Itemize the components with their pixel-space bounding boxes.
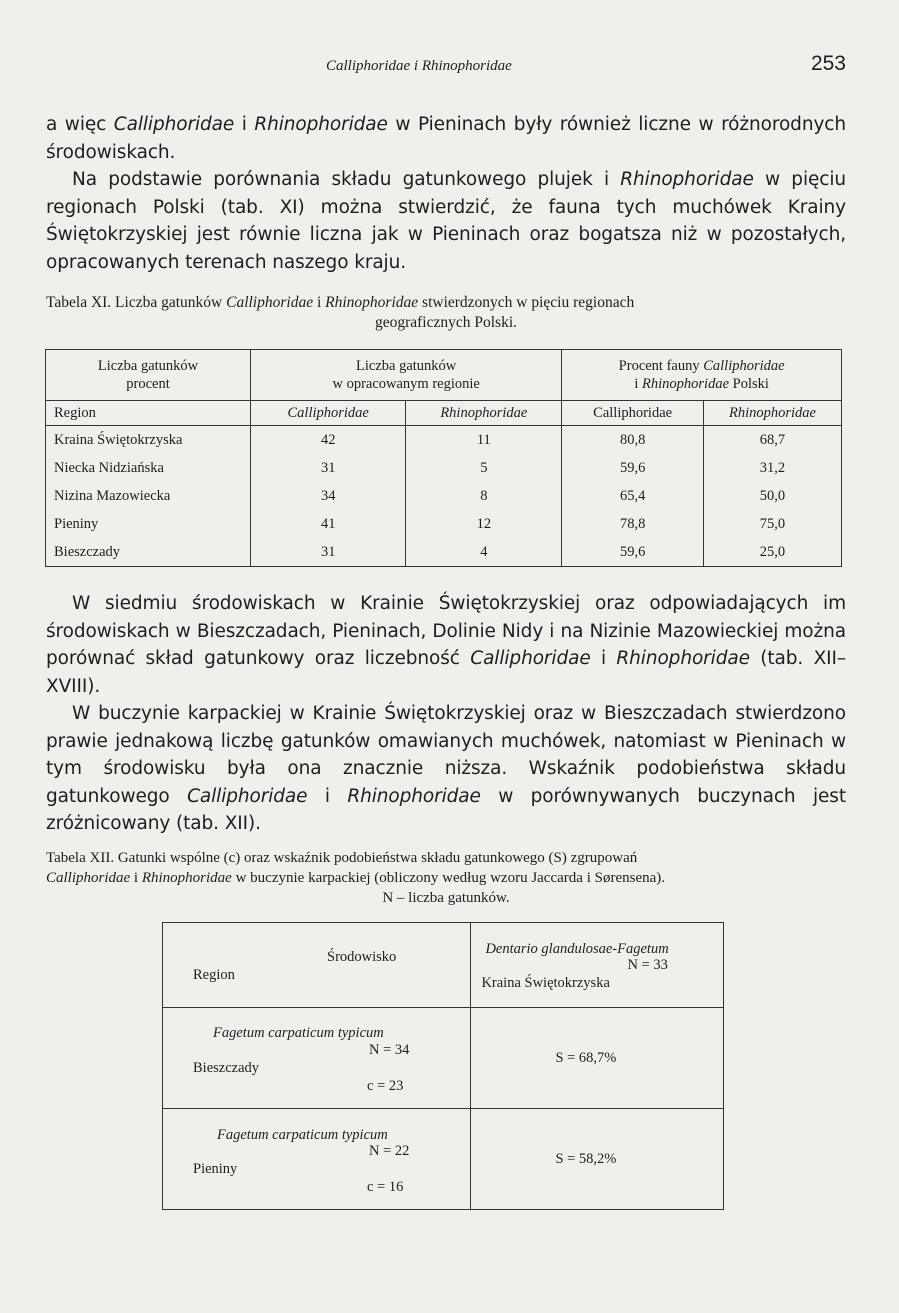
table-xi-caption: Tabela XI. Liczba gatunków Calliphoridae i Rhinophoridae stwierdzonych w pięciu regionach geograficznych Polski.	[46, 294, 635, 331]
cell: 78,8	[562, 510, 704, 538]
cell-region	[163, 1109, 471, 1210]
table-xii-caption: Tabela XII. Gatunki wspólne (c) oraz wskaźnik podobieństwa składu gatunkowego (S) zgrupowań Calliphoridae i Rhinophoridae w buczynie karpackiej (obliczony według wzoru Jaccarda i Sørensena). N – liczba gatunków.	[46, 850, 665, 906]
table-xi	[45, 349, 842, 567]
table-header-row	[46, 350, 842, 401]
paragraph: Na podstawie porównania składu gatunkowego plujek i Rhinophoridae w pięciu regionach Polski (tab. XI) można stwierdzić, że fauna tych muchówek Krainy Świętokrzyskiej jest równie liczna jak w Pieninach oraz bogatsza niż w pozostałych, opracowanych terenach naszego kraju.	[46, 169, 846, 273]
cell: 41	[251, 510, 406, 538]
table-row	[46, 510, 842, 538]
header-forest: Dentario glandulosae-Fagetum	[485, 941, 669, 957]
header-col: Calliphoridae	[251, 401, 406, 426]
paragraph: a więc Calliphoridae i Rhinophoridae w Pieninach były również liczne w różnorodnych środowiskach.	[46, 114, 846, 163]
table-row	[46, 426, 842, 455]
cell: 4	[406, 538, 562, 567]
table-subheader-row	[46, 401, 842, 426]
cell-forest: Fagetum carpaticum typicum	[213, 1025, 384, 1041]
cell: 80,8	[562, 426, 704, 455]
cell-s-value: S = 58,2%	[555, 1151, 617, 1167]
cell-region: Nizina Mazowiecka	[46, 482, 251, 510]
cell: 50,0	[703, 482, 841, 510]
cell: 25,0	[703, 538, 841, 567]
running-title: Calliphoridae i Rhinophoridae	[326, 58, 512, 74]
table-xii	[162, 922, 724, 1210]
table-header-row	[163, 923, 724, 1008]
cell: 5	[406, 454, 562, 482]
header-col: Rhinophoridae	[406, 401, 562, 426]
body-paragraphs	[46, 590, 846, 838]
cell-c: c = 23	[367, 1078, 404, 1094]
cell: 68,7	[703, 426, 841, 455]
running-head	[46, 52, 846, 76]
cell-n: N = 22	[369, 1143, 410, 1159]
cell-region: Bieszczady	[46, 538, 251, 567]
cell-region: Niecka Nidziańska	[46, 454, 251, 482]
cell-s-value: S = 68,7%	[555, 1050, 617, 1066]
cell: 12	[406, 510, 562, 538]
table-row	[46, 454, 842, 482]
cell: 11	[406, 426, 562, 455]
table-row	[46, 538, 842, 567]
table-row	[46, 482, 842, 510]
cell-region: Pieniny	[46, 510, 251, 538]
cell: 75,0	[703, 510, 841, 538]
cell-s	[471, 1008, 724, 1109]
cell: 34	[251, 482, 406, 510]
cell-c: c = 16	[367, 1179, 404, 1195]
cell: 42	[251, 426, 406, 455]
header-corner: Liczba gatunków procent	[46, 350, 251, 401]
table-row	[163, 1008, 724, 1109]
cell-n: N = 34	[369, 1042, 410, 1058]
header-group-percent: Procent fauny Calliphoridae i Rhinophoridae Polski	[562, 350, 842, 401]
header-region: Region	[193, 967, 235, 983]
intro-paragraphs	[46, 111, 846, 276]
cell: 59,6	[562, 454, 704, 482]
page-number: 253	[810, 52, 846, 75]
cell-region-name: Bieszczady	[193, 1060, 260, 1076]
cell-region-name: Pieniny	[193, 1161, 238, 1177]
cell: 59,6	[562, 538, 704, 567]
header-reference	[471, 923, 724, 1008]
header-corner	[163, 923, 471, 1008]
cell-forest: Fagetum carpaticum typicum	[217, 1127, 388, 1143]
header-col: Calliphoridae	[562, 401, 704, 426]
cell-region	[163, 1008, 471, 1109]
header-n: N = 33	[627, 957, 668, 973]
cell: 65,4	[562, 482, 704, 510]
header-col: Rhinophoridae	[703, 401, 841, 426]
cell: 31	[251, 454, 406, 482]
cell-s	[471, 1109, 724, 1210]
cell-region: Kraina Świętokrzyska	[46, 426, 251, 455]
header-group-counts: Liczba gatunków w opracowanym regionie	[251, 350, 562, 401]
cell: 8	[406, 482, 562, 510]
cell: 31,2	[703, 454, 841, 482]
table-row	[163, 1109, 724, 1210]
header-kraina: Kraina Świętokrzyska	[481, 975, 610, 991]
paragraph: W buczynie karpackiej w Krainie Świętokrzyskiej oraz w Bieszczadach stwierdzono prawie jednakową liczbę gatunków omawianych muchówek, natomiast w Pieninach w tym środowisku była ona znacznie niższa. Wskaźnik podobieństwa składu gatunkowego Calliphoridae i Rhinophoridae w porównywanych buczynach jest zróżnicowany (tab. XII).	[46, 703, 846, 834]
paragraph: W siedmiu środowiskach w Krainie Świętokrzyskiej oraz odpowiadających im środowiskach w Bieszczadach, Pieninach, Dolinie Nidy i na Nizinie Mazowieckiej można porównać skład gatunkowy oraz liczebność Calliphoridae i Rhinophoridae (tab. XII–XVIII).	[46, 593, 846, 697]
header-region: Region	[46, 401, 251, 426]
cell: 31	[251, 538, 406, 567]
header-srodowisko: Środowisko	[327, 949, 397, 965]
